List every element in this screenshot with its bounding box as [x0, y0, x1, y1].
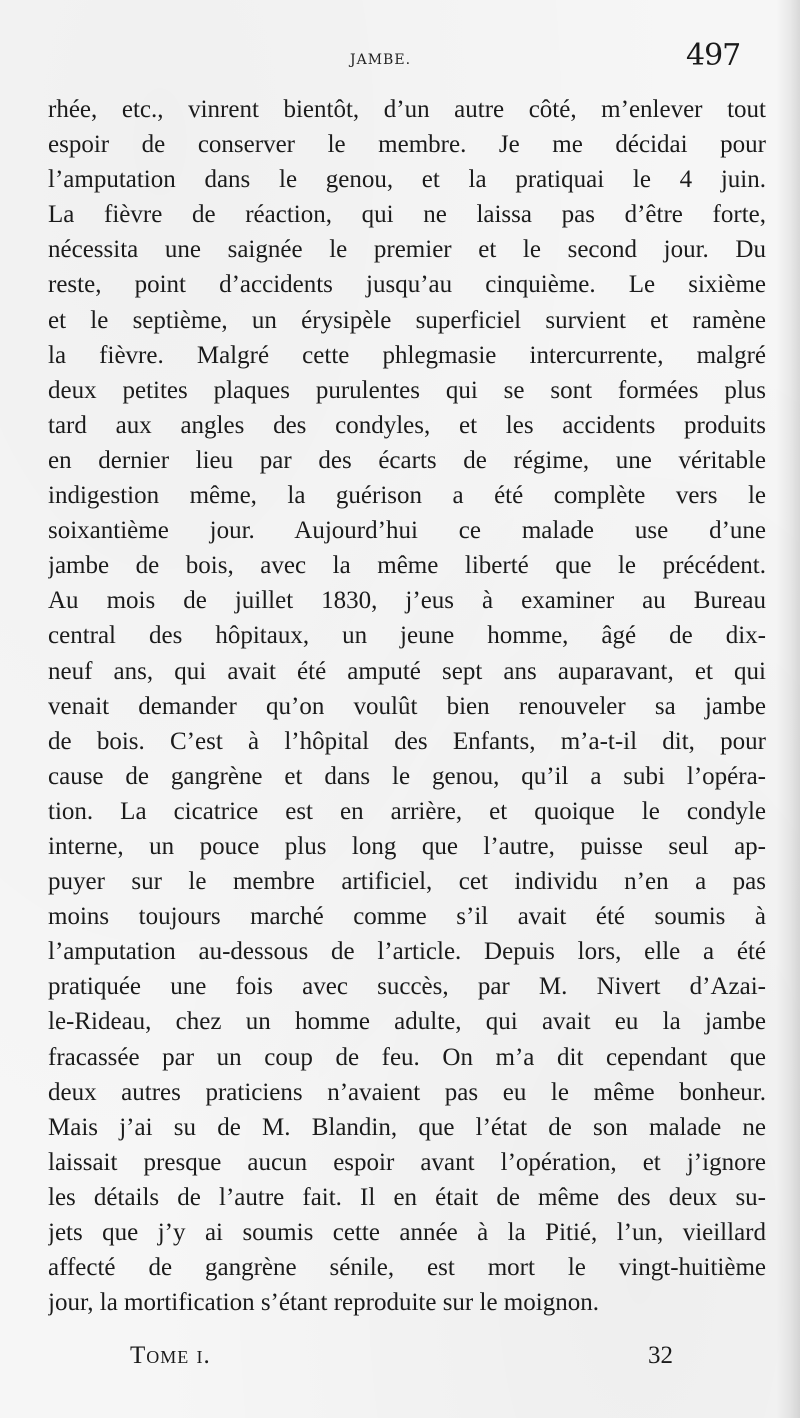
text-line: jour, la mortification s’étant reproduite sur le moignon.: [48, 1289, 599, 1317]
text-line: puyer sur le membre artificiel, cet individu n’en a pas: [48, 868, 766, 896]
text-line: tard aux angles des condyles, et les accidents produits: [48, 411, 766, 439]
text-line: Au mois de juillet 1830, j’eus à examiner au Bureau: [48, 587, 766, 615]
page-number: 497: [686, 38, 741, 73]
text-line: l’amputation au-dessous de l’article. Depuis lors, elle a été: [48, 938, 766, 966]
page-edge-shadow: [776, 0, 800, 1418]
text-line: reste, point d’accidents jusqu’au cinquième. Le sixième: [48, 271, 766, 299]
text-line: cause de gangrène et dans le genou, qu’il a subi l’opéra-: [48, 762, 766, 790]
text-line: neuf ans, qui avait été amputé sept ans auparavant, et qui: [48, 657, 766, 685]
volume-signature: Tome i.: [130, 1342, 211, 1369]
text-line: affecté de gangrène sénile, est mort le vingt-huitième: [48, 1254, 766, 1282]
text-line: le-Rideau, chez un homme adulte, qui avait eu la jambe: [48, 1008, 766, 1036]
text-line: jets que j’y ai soumis cette année à la Pitié, l’un, vieillard: [48, 1219, 766, 1246]
text-line: espoir de conserver le membre. Je me décidai pour: [48, 131, 766, 159]
text-line: de bois. C’est à l’hôpital des Enfants, m’a-t-il dit, pour: [48, 727, 766, 755]
text-line: la fièvre. Malgré cette phlegmasie intercurrente, malgré: [48, 341, 766, 369]
text-line: soixantième jour. Aujourd’hui ce malade use d’une: [48, 517, 766, 545]
text-line: l’amputation dans le genou, et la pratiquai le 4 juin.: [48, 166, 766, 194]
text-line: deux autres praticiens n’avaient pas eu le même bonheur.: [48, 1078, 766, 1106]
text-line: Mais j’ai su de M. Blandin, que l’état de son malade ne: [48, 1113, 766, 1141]
running-head: JAMBE.: [350, 52, 412, 68]
text-line: laissait presque aucun espoir avant l’opération, et j’ignore: [48, 1148, 766, 1176]
text-line: moins toujours marché comme s’il avait été soumis à: [48, 903, 766, 931]
signature-number: 32: [648, 1342, 673, 1369]
text-line: indigestion même, la guérison a été complète vers le: [48, 482, 766, 510]
text-line: pratiquée une fois avec succès, par M. Nivert d’Azai-: [48, 973, 766, 1001]
text-line: en dernier lieu par des écarts de régime, une véritable: [48, 446, 766, 474]
text-line: central des hôpitaux, un jeune homme, âgé de dix-: [48, 622, 766, 650]
text-line: rhée, etc., vinrent bientôt, d’un autre côté, m’enlever tout: [48, 96, 766, 123]
text-line: fracassée par un coup de feu. On m’a dit cependant que: [48, 1043, 766, 1071]
text-line: tion. La cicatrice est en arrière, et quoique le condyle: [48, 797, 766, 825]
text-line: venait demander qu’on voulût bien renouveler sa jambe: [48, 692, 766, 720]
text-line: La fièvre de réaction, qui ne laissa pas d’être forte,: [48, 201, 766, 229]
text-line: jambe de bois, avec la même liberté que le précédent.: [48, 552, 766, 580]
text-line: et le septième, un érysipèle superficiel survient et ramène: [48, 306, 766, 334]
text-line: interne, un pouce plus long que l’autre, puisse seul ap-: [48, 832, 766, 860]
text-line: nécessita une saignée le premier et le second jour. Du: [48, 236, 766, 264]
body-text: [48, 92, 766, 1320]
text-line: les détails de l’autre fait. Il en était de même des deux su-: [48, 1183, 766, 1211]
text-line: deux petites plaques purulentes qui se sont formées plus: [48, 376, 766, 404]
